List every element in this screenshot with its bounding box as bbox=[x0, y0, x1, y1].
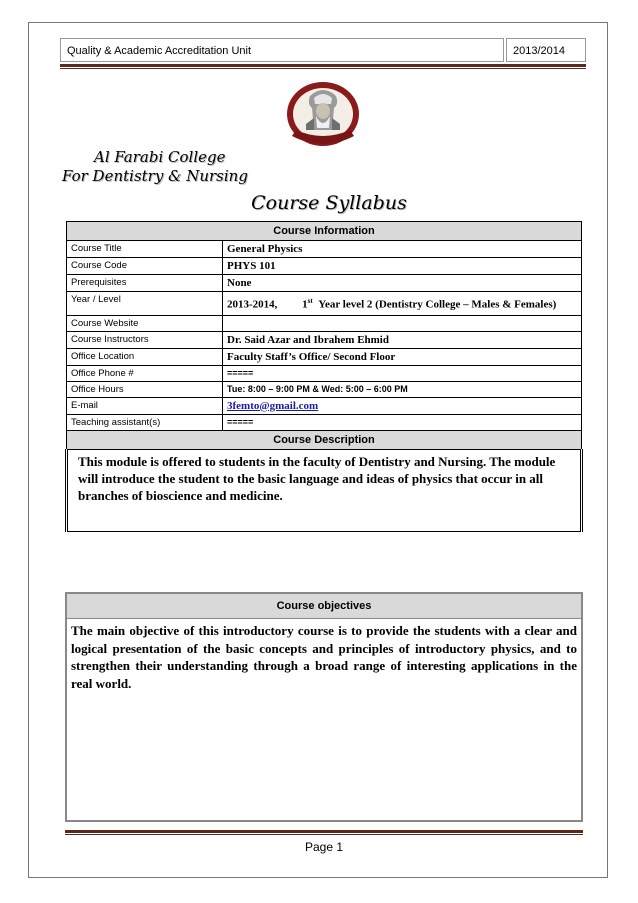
office-hours-value: Tue: 8:00 – 9:00 PM & Wed: 5:00 – 6:00 PM bbox=[223, 381, 582, 397]
college-name-line2: For Dentistry & Nursing bbox=[62, 167, 248, 185]
info-section-header bbox=[67, 222, 582, 241]
college-name-line1: Al Farabi College bbox=[94, 148, 226, 166]
description-row bbox=[67, 449, 582, 531]
table-row bbox=[67, 381, 582, 397]
table-row bbox=[67, 331, 582, 348]
row-label: Course Code bbox=[67, 258, 223, 275]
table-row bbox=[67, 414, 582, 430]
year-value: 2013-2014, bbox=[227, 298, 278, 311]
header-unit: Quality & Academic Accreditation Unit bbox=[60, 38, 504, 62]
prerequisites-value: None bbox=[223, 275, 582, 292]
year-level-value bbox=[223, 292, 582, 316]
row-label: Office Location bbox=[67, 348, 223, 365]
row-label: Office Phone # bbox=[67, 365, 223, 381]
office-phone-value: ===== bbox=[223, 365, 582, 381]
table-row bbox=[67, 348, 582, 365]
level-ordinal: 1 bbox=[302, 298, 308, 311]
table-row bbox=[67, 241, 582, 258]
course-objectives-text: The main objective of this introductory course is to provide the students with a clear and logical presentation of the basic concepts and principles of introductory physics, and to strengthen their understanding through a broad range of interesting applications in the real world. bbox=[71, 623, 577, 691]
document-title: Course Syllabus bbox=[251, 192, 407, 214]
row-label: Course Website bbox=[67, 315, 223, 331]
instructors-value: Dr. Said Azar and Ibrahem Ehmid bbox=[223, 331, 582, 348]
course-objectives-box bbox=[65, 592, 583, 822]
header-year: 2013/2014 bbox=[506, 38, 586, 62]
table-row bbox=[67, 315, 582, 331]
course-description-text: This module is offered to students in the faculty of Dentistry and Nursing. The module will introduce the student to the basic language and ideas of physics that occur in all branches of bioscience and medicine. bbox=[67, 449, 582, 531]
page-header bbox=[60, 38, 586, 66]
teaching-assistant-value: ===== bbox=[223, 414, 582, 430]
office-location-value: Faculty Staff’s Office/ Second Floor bbox=[223, 348, 582, 365]
course-info-table bbox=[65, 221, 583, 532]
description-section-header bbox=[67, 430, 582, 449]
description-section-title: Course Description bbox=[67, 430, 582, 449]
header-rule bbox=[60, 64, 586, 67]
row-label: Course Instructors bbox=[67, 331, 223, 348]
row-label: E-mail bbox=[67, 397, 223, 414]
level-ordinal-suffix: st bbox=[307, 297, 313, 305]
course-website-value bbox=[223, 315, 582, 331]
row-label: Year / Level bbox=[67, 292, 223, 316]
table-row bbox=[67, 397, 582, 414]
footer-rule bbox=[65, 830, 583, 833]
footer-rule-thin bbox=[65, 834, 583, 835]
row-label: Teaching assistant(s) bbox=[67, 414, 223, 430]
table-row bbox=[67, 365, 582, 381]
course-title-value: General Physics bbox=[223, 241, 582, 258]
table-row bbox=[67, 275, 582, 292]
objectives-section-title: Course objectives bbox=[67, 594, 581, 619]
table-row bbox=[67, 258, 582, 275]
header-rule-thin bbox=[60, 68, 586, 69]
row-label: Office Hours bbox=[67, 381, 223, 397]
course-code-value: PHYS 101 bbox=[223, 258, 582, 275]
row-label: Prerequisites bbox=[67, 275, 223, 292]
info-section-title: Course Information bbox=[67, 222, 582, 241]
level-detail: Year level 2 (Dentistry College – Males & Females) bbox=[318, 298, 557, 311]
page-number: Page 1 bbox=[304, 840, 344, 854]
email-cell bbox=[223, 397, 582, 414]
table-row bbox=[67, 292, 582, 316]
email-link[interactable]: 3femto@gmail.com bbox=[227, 399, 319, 412]
college-seal-logo bbox=[284, 78, 362, 148]
college-name bbox=[62, 148, 248, 186]
row-label: Course Title bbox=[67, 241, 223, 258]
